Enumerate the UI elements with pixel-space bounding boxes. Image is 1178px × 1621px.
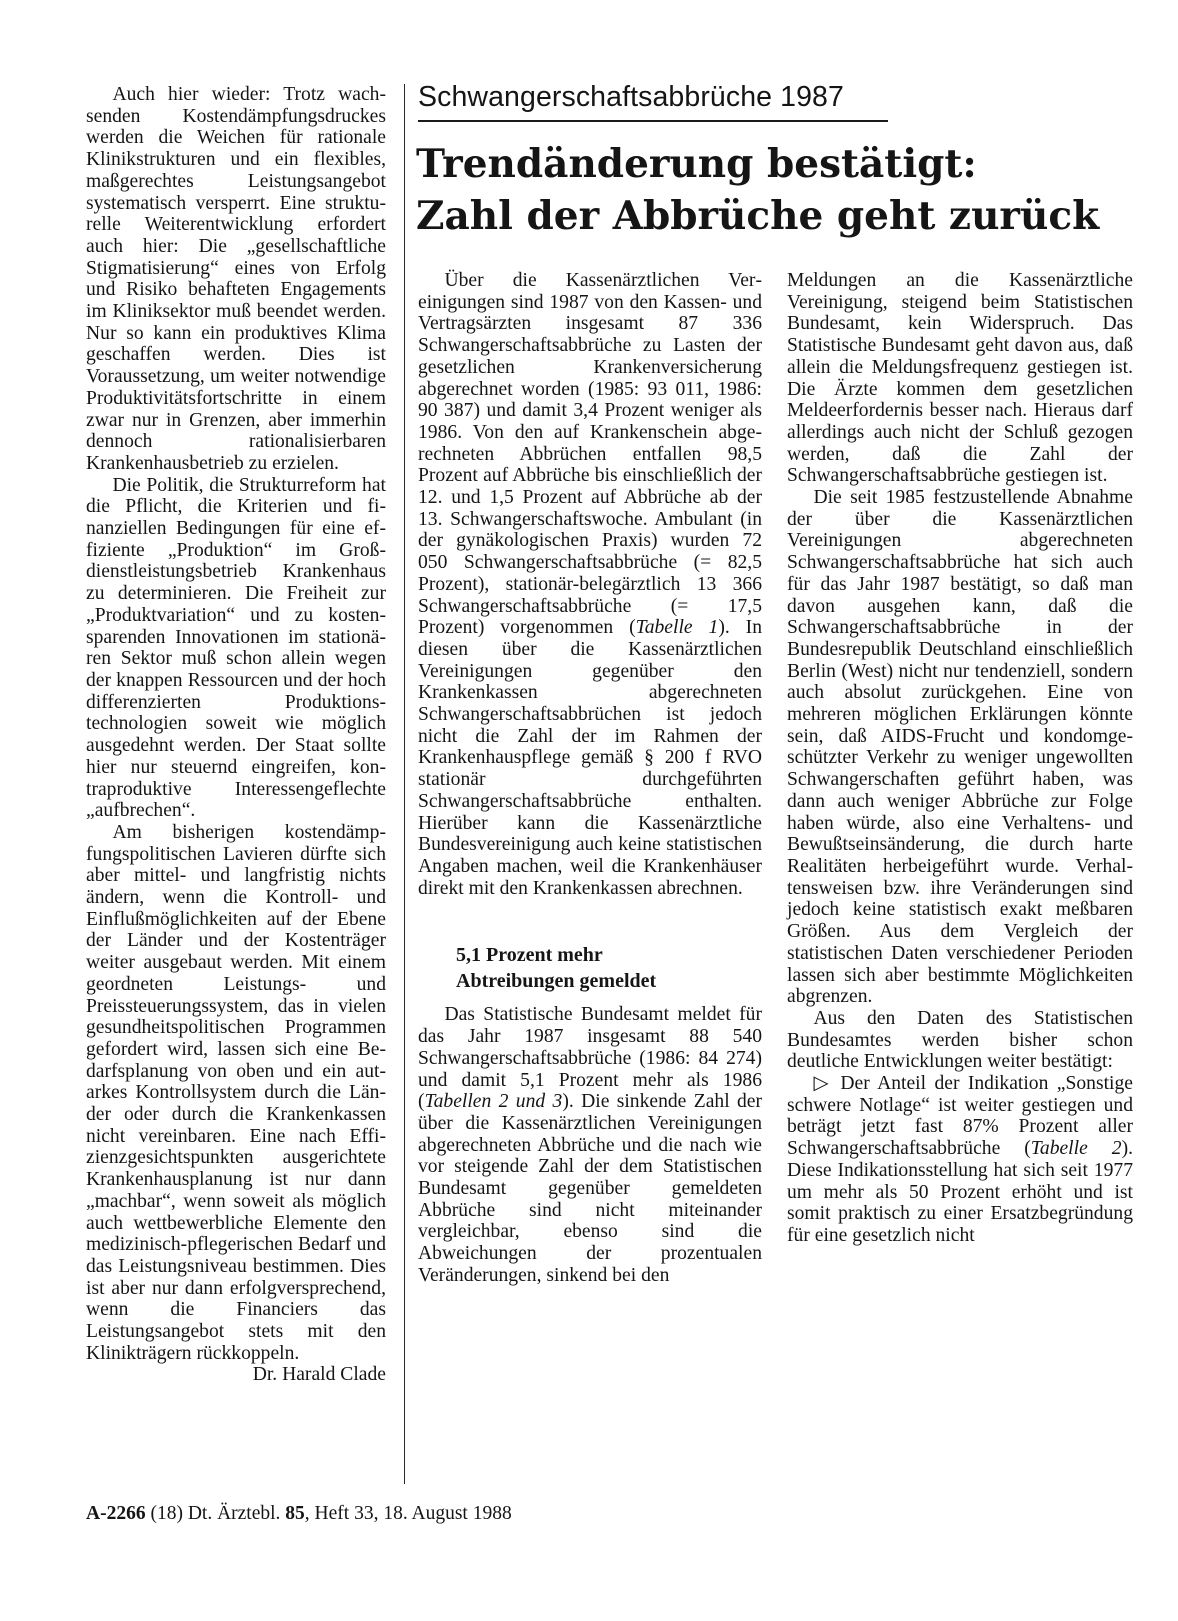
subheading (456, 943, 762, 994)
text-run: Über die Kassenärztlichen Vereinigungen sind 1987 von den Kassen- und Vertragsärzten insgesamt 87 336 Schwangerschaftsabbrüche zu Lasten der gesetzlichen Krankenversicherung abgerechnet worden (1985: 93 011, 1986: 90 387) und damit 3,4 Prozent weniger als 1986. Von den auf Krankenschein abgerechneten Abbrüchen entfallen 98,5 Prozent auf Abbrüche bis einschließlich der 12. und 1,5 Prozent auf Abbrüche ab der 13. Schwangerschaftswoche. Ambulant (in der gynäkologischen Praxis) wurden 72 050 Schwangerschaftsabbrüche (= 82,5 Prozent), stationär-belegärztlich 13 366 Schwangerschaftsabbrüche (= 17,5 Prozent) vorgenommen ( (418, 270, 762, 639)
table-reference: Tabelle 1 (635, 617, 719, 639)
paragraph: Auch hier wieder: Trotz wachsenden Kostendämpfungsdruckes werden die Weichen für rationale Klinikstrukturen und ein flexibles, maßgerechtes Leistungsangebot systematisch versperrt. Eine strukturelle Weiterentwicklung erfordert auch hier: Die „gesellschaftliche Stigmatisierung“ eines von Erfolg und Risiko behafteten Engagements im Kliniksektor muß beendet werden. Nur so kann ein produktives Klima geschaffen werden. Dies ist Voraussetzung, um weiter notwendige Produktivitätsfortschritte in einem zwar nur in Grenzen, aber immerhin dennoch rationalisierbaren Krankenhausbetrieb zu erzielen. (86, 84, 386, 474)
text-run: ). Diese Indikationsstellung hat sich seit 1977 um mehr als 50 Prozent erhöht und ist somit praktisch zu einer Ersatzbegründung für eine gesetzlich nicht (787, 1138, 1134, 1246)
headline-line: Zahl der Abbrüche geht zurück (416, 193, 1100, 239)
column-divider (404, 84, 405, 1484)
paragraph: Aus den Daten des Statistischen Bundesamtes werden bisher schon deutliche Entwicklungen weiter bestätigt: (787, 1007, 1133, 1073)
right-column (787, 270, 1133, 1247)
footer-text: (18) Dt. Ärztebl. (145, 1503, 286, 1524)
kicker-underline (418, 120, 888, 122)
text-run: Das Statistische Bundesamt meldet für das Jahr 1987 insgesamt 88 540 Schwangerschaftsabbrüche (1986: 84 274) und damit 5,1 Prozent mehr als 1986 ( (418, 1004, 762, 1113)
table-reference: Tabellen 2 und 3 (424, 1091, 563, 1113)
page-number: A-2266 (86, 1503, 146, 1524)
volume-number: 85 (285, 1503, 305, 1524)
paragraph (418, 1004, 762, 1286)
subheading-line: Abtreibungen gemeldet (456, 969, 657, 992)
table-reference: Tabelle 2 (1030, 1138, 1122, 1160)
headline (416, 138, 1136, 242)
section-kicker: Schwangerschaftsabbrüche 1987 (418, 81, 844, 113)
paragraph (418, 270, 762, 899)
paragraph: Am bisherigen kostendämpfungspolitischen Lavieren dürfte sich aber mittel- und langfristig nichts ändern, wenn die Kontroll- und Einflußmöglichkeiten auf der Ebene der Länder und der Kostenträger weiter ausgebaut werden. Mit einem geordneten Leistungs- und Preissteuerungssystem, das in vielen gesundheitspolitischen Programmen gefordert wird, lassen sich eine Bedarfsplanung von oben und ein autarkes Kontrollsystem durch die Länder oder durch die Krankenkassen nicht vereinbaren. Eine nach Effizienzgesichtspunkten ausgerichtete Krankenhausplanung ist nur dann „machbar“, wenn soweit als möglich auch wettbewerbliche Elemente den medizinisch-pflegerischen Bedarf und das Leistungsniveau bestimmen. Dies ist aber nur dann erfolgversprechend, wenn die Financiers das Leistungsangebot stets mit den Klinikträgern rückkoppeln. (86, 821, 386, 1364)
page-footer (86, 1502, 512, 1526)
text-run: ). In diesen über die Kassenärztlichen Vereinigungen gegenüber den Krankenkassen abgerechneten Schwangerschaftsabbrüchen ist jedoch nicht die Zahl der im Rahmen der Krankenhauspflege gemäß § 200 f RVO stationär durchgeführten Schwangerschaftsabbrüche enthalten. Hierüber kann die Kassenärztliche Bundesvereinigung auch keine statistischen Angaben machen, weil die Krankenhäuser direkt mit den Krankenkassen abrechnen. (418, 617, 762, 899)
paragraph: Die Politik, die Strukturreform hat die Pflicht, die Kriterien und finanziellen Bedingungen für eine effiziente „Produktion“ im Großdienstleistungsbetrieb Krankenhaus zu determinieren. Die Freiheit zur „Produktvariation“ und zu kostensparenden Innovationen im stationären Sektor muß schon allein wegen der knappen Ressourcen und der hoch differenzierten Produktionstechnologien soweit wie möglich ausgedehnt werden. Der Staat sollte hier nur steuernd eingreifen, kontraproduktive Interessengeflechte „aufbrechen“. (86, 474, 386, 822)
text-run: Der Anteil der Indikation „Sonstige schwere Notlage“ ist weiter gestiegen und beträgt jetzt fast 87% Prozent aller Schwangerschaftsabbrüche ( (787, 1073, 1133, 1160)
paragraph: Meldungen an die Kassenärztliche Vereinigung, steigend beim Statistischen Bundesamt, kein Widerspruch. Das Statistische Bundesamt geht davon aus, daß allein die Meldungsfrequenz gestiegen ist. Die Ärzte kommen dem gesetzlichen Meldeerfordernis besser nach. Hieraus darf allerdings auch nicht der Schluß gezogen werden, daß die Zahl der Schwangerschaftsabbrüche gestiegen ist. (787, 270, 1133, 487)
left-column (86, 84, 386, 1386)
paragraph: Die seit 1985 festzustellende Abnahme der über die Kassenärztlichen Vereinigungen abgerechneten Schwangerschaftsabbrüche hat sich auch für das Jahr 1987 bestätigt, so daß man davon ausgehen kann, daß die Schwangerschaftsabbrüche in der Bundesrepublik Deutschland einschließlich Berlin (West) nicht nur tendenziell, sondern auch absolut zurückgehen. Eine von mehreren möglichen Erklärungen könnte sein, daß AIDS-Frucht und kondomgeschützter Verkehr zu weniger ungewollten Schwangerschaften geführt haben, was dann auch weniger Abbrüche zur Folge haben würde, also eine Verhaltens- und Bewußtseinsänderung, die durch harte Realitäten herbeigeführt wurde. Verhaltensweisen bzw. ihre Veränderungen sind jedoch keine statistisch exakt meßbaren Größen. Aus dem Vergleich der statistischen Daten verschiedener Perioden lassen sich aber bestimmte Möglichkeiten abgrenzen. (787, 487, 1133, 1008)
triangle-bullet-icon: ▷ (813, 1073, 833, 1095)
middle-column (418, 270, 762, 1287)
author-signature: Dr. Harald Clade (252, 1364, 386, 1386)
footer-text: , Heft 33, 18. August 1988 (304, 1503, 512, 1524)
text-run: ). Die sinkende Zahl der über die Kassenärztlichen Vereinigungen abgerechneten Abbrüche und die nach wie vor steigende Zahl der dem Statistischen Bundesamt gegenüber gemeldeten Abbrüche sind nicht miteinander vergleichbar, ebenso sind die Abweichungen der prozentualen Veränderungen, sinkend bei den (418, 1091, 762, 1286)
subheading-line: 5,1 Prozent mehr (456, 944, 603, 967)
bullet-paragraph (787, 1073, 1133, 1247)
headline-line: Trendänderung bestätigt: (416, 141, 977, 187)
